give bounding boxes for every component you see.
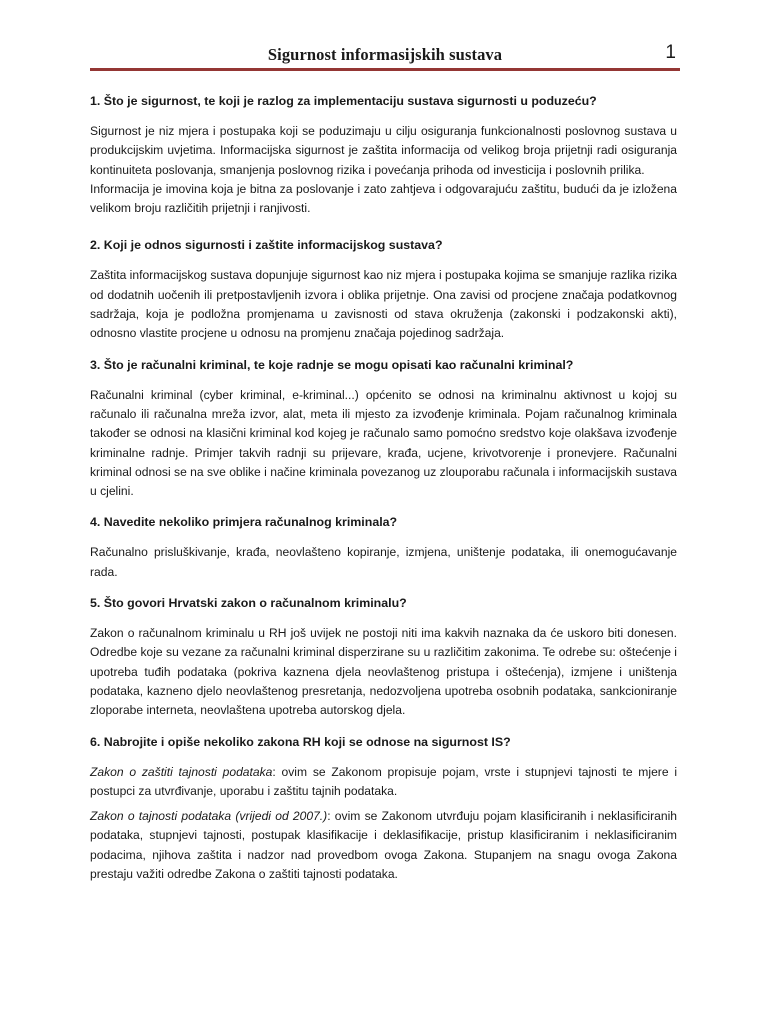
answer-5-paragraph-1: Zakon o računalnom kriminalu u RH još uvijek ne postoji niti ima kakvih naznaka da će uskoro biti donesen. Odredbe koje su vezane za računalni kriminal disperzirane su u različitim zakonima. Te odrebe su: oštećenje i upotreba tuđih podataka (pokriva kaznena djela neovlaštenog pristupa i oštećenja), izmjene i uništenja podataka, kazneno djelo neovlaštenog presretanja, nedozvoljena upotreba osobnih podataka, sankcioniranje zloporabe interneta, neovlaštena upotreba autorskog djela. — [90, 626, 677, 718]
answer-2-paragraph-1: Zaštita informacijskog sustava dopunjuje sigurnost kao niz mjera i postupaka kojima se smanjuje razlika rizika od dodatnih uočenih ili pretpostavljenih izvora i oblika prijetnje. Ona zavisi od procjene značaja podatkovnog sadržaja, koja je podložna promjenama u zavisnosti od stava okruženja (zakonski i podzakonski akti), odnosno vlastite procjene u odnosu na promjenu značaja pojedinog sadržaja. — [90, 268, 677, 341]
answer-4-paragraph-1: Računalno prisluškivanje, krađa, neovlašteno kopiranje, izmjena, uništenje podataka, ili onemogućavanje rada. — [90, 545, 677, 579]
law-1-name: Zakon o zaštiti tajnosti podataka — [90, 764, 273, 779]
law-2-name: Zakon o tajnosti podataka (vrijedi od 2007.) — [90, 809, 328, 824]
header-rule — [90, 68, 680, 71]
answer-1-paragraph-1: Sigurnost je niz mjera i postupaka koji se poduzimaju u cilju osiguranja funkcionalnosti poslovnog sustava u produkcijskim uvjetima. Informacijska sigurnost je zaštita informacija od velikog broja prijetnji radi osiguranja kontinuiteta poslovanja, smanjenja poslovnog rizika i povećanja prihoda od investicija i poslovnih prilika. — [90, 124, 677, 177]
page-header — [90, 42, 680, 66]
law-1 — [90, 763, 677, 802]
law-2-text: : ovim se Zakonom utvrđuju pojam klasificiranih i neklasificiranih podataka, stupnjevi tajnosti, postupak klasifikacije i deklasifikacije, pristup klasificiranim i neklasificiranim podacima, njihova zaštita i nadzor nad provedbom ovoga Zakona. Stupanjem na snagu ovoga Zakona prestaju važiti odredbe Zakona o zaštiti tajnosti podataka. — [90, 809, 678, 882]
question-1: 1. Što je sigurnost, te koji je razlog za implementaciju sustava sigurnosti u poduzeću? — [90, 94, 597, 108]
question-5: 5. Što govori Hrvatski zakon o računalnom kriminalu? — [90, 596, 407, 611]
question-2: 2. Koji je odnos sigurnosti i zaštite informacijskog sustava? — [90, 238, 443, 253]
question-4: 4. Navedite nekoliko primjera računalnog kriminala? — [90, 515, 398, 530]
question-3: 3. Što je računalni kriminal, te koje radnje se mogu opisati kao računalni kriminal? — [90, 357, 574, 372]
document-body — [90, 92, 677, 884]
law-1-text: : ovim se Zakonom propisuje pojam, vrste i stupnjevi tajnosti te mjere i postupci za utvrđivanje, uporabu i zaštitu tajnih podataka. — [90, 764, 678, 798]
header-title: Sigurnost informasijskih sustava — [267, 45, 503, 64]
answer-1-paragraph-2: Informacija je imovina koja je bitna za poslovanje i zato zahtjeva i odgovarajuću zaštitu, budući da je izložena velikom broju različitih prijetnji i ranjivosti. — [90, 181, 677, 216]
question-6: 6. Nabrojite i opiše nekoliko zakona RH koji se odnose na sigurnost IS? — [90, 734, 511, 749]
law-2 — [90, 807, 677, 884]
answer-3-paragraph-1: Računalni kriminal (cyber kriminal, e-kriminal...) općenito se odnosi na kriminalnu aktivnost u kojoj su računalo ili računalna mreža izvor, alat, meta ili mjesto za izvođenje kriminala. Pojam računalnog kriminala također se odnosi na klasični kriminal kod kojeg je računalo samo pomoćno sredstvo koje olakšava izvođenje kriminalne radnje. Primjer takvih radnji su prijevare, krađa, ucjene, krivotvorenje i pronevjere. Računalni kriminal odnosi se na sve oblike i načine kriminala povezanog uz zlouporabu računala i informacijskih sustava u cjelini. — [90, 387, 677, 499]
page-number: 1 — [665, 42, 676, 63]
